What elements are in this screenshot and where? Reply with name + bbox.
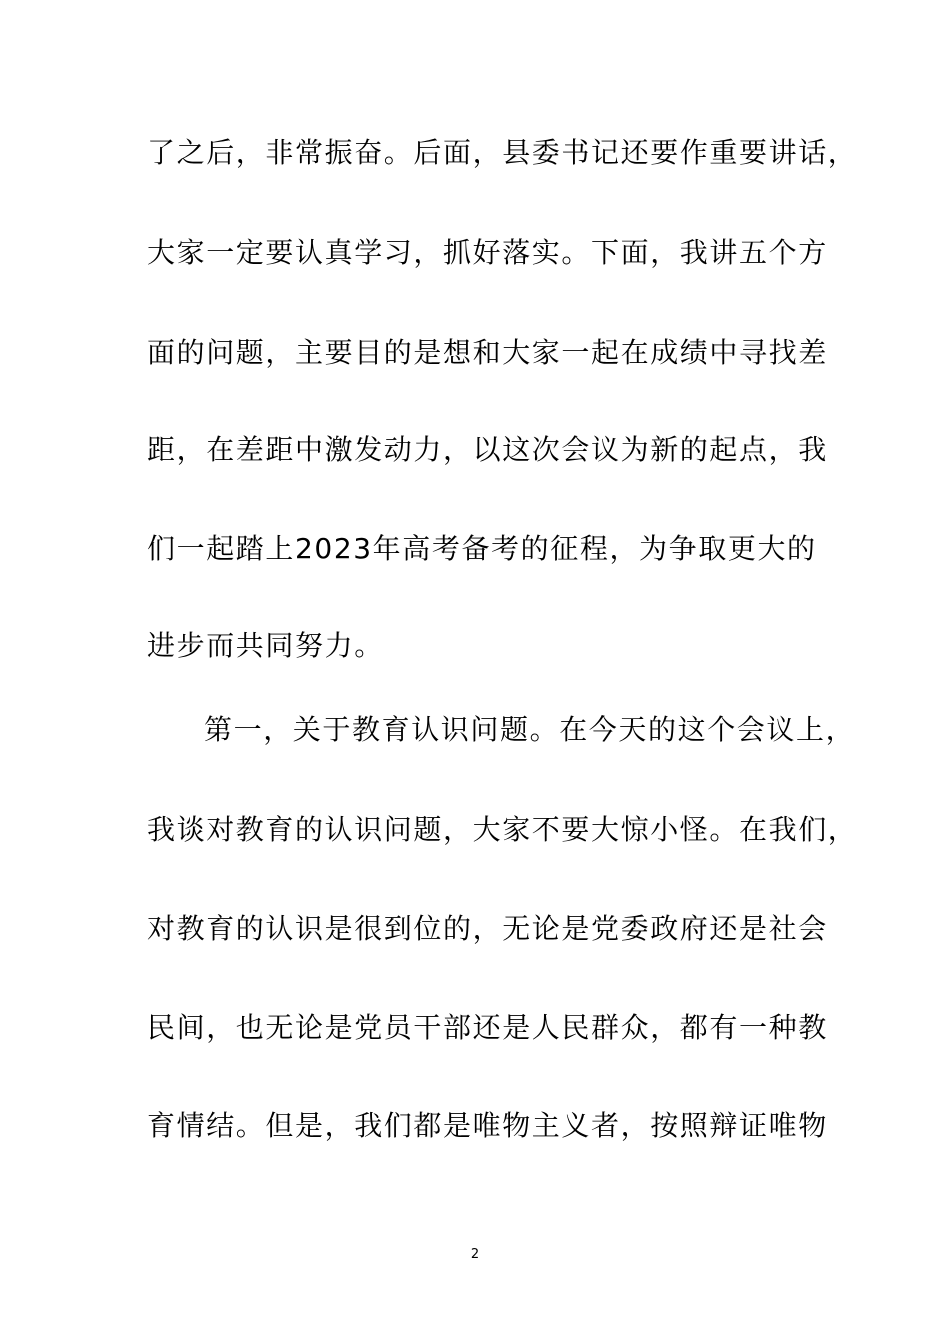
- text-line: 民间，也无论是党员干部还是人民群众，都有一种教: [147, 1011, 828, 1044]
- text-line: 育情结。但是，我们都是唯物主义者，按照辩证唯物: [147, 1109, 828, 1142]
- text-line: 对教育的认识是很到位的，无论是党委政府还是社会: [147, 912, 828, 945]
- text-line: 进步而共同努力。: [147, 629, 384, 662]
- text-line: 大家一定要认真学习，抓好落实。下面，我讲五个方: [147, 236, 828, 269]
- text-line: 面的问题，主要目的是想和大家一起在成绩中寻找差: [147, 336, 828, 369]
- text-line: 我谈对教育的认识问题，大家不要大惊小怪。在我们，: [147, 813, 858, 846]
- text-line: 距，在差距中激发动力，以这次会议为新的起点，我: [147, 433, 828, 466]
- paragraph-start-line: 第一，关于教育认识问题。在今天的这个会议上，: [204, 713, 856, 746]
- text-line: 们一起踏上2023年高考备考的征程，为争取更大的: [147, 532, 817, 565]
- text-line: 了之后，非常振奋。后面，县委书记还要作重要讲话，: [147, 136, 858, 169]
- page-number: 2: [470, 1247, 480, 1262]
